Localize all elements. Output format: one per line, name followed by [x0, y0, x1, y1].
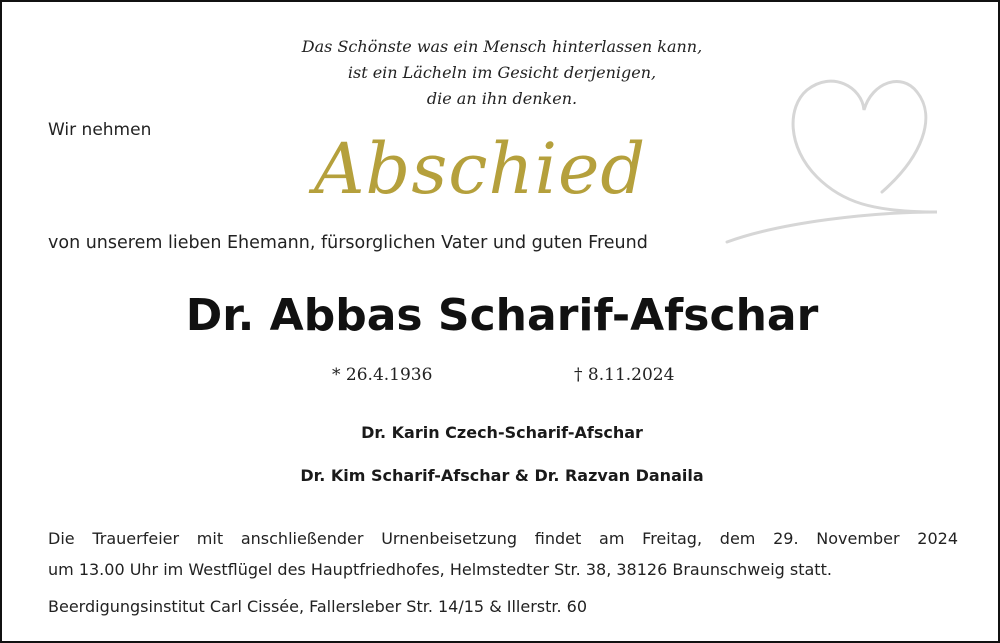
intro-text: Wir nehmen: [48, 120, 152, 140]
quote-line-3: die an ihn denken.: [426, 89, 578, 108]
ceremony-info: [48, 523, 958, 585]
mourner-1: Dr. Karin Czech-Scharif-Afschar: [361, 423, 643, 442]
quote-line-2: ist ein Lächeln im Gesicht derjenigen,: [347, 63, 657, 82]
deceased-name: Dr. Abbas Scharif-Afschar: [185, 290, 819, 341]
heart-icon: [722, 62, 942, 262]
quote-line-1: Das Schönste was ein Mensch hinterlassen kann,: [301, 37, 703, 56]
subline: von unserem lieben Ehemann, fürsorglichen Vater und guten Freund: [48, 233, 648, 253]
mourner-2: Dr. Kim Scharif-Afschar & Dr. Razvan Danaila: [300, 466, 704, 485]
headline: Abschied: [314, 128, 647, 210]
death-date: † 8.11.2024: [574, 365, 675, 385]
ceremony-line-1: Die Trauerfeier mit anschließender Urnenbeisetzung findet am Freitag, dem 29. November 2024: [48, 529, 958, 548]
birth-date: * 26.4.1936: [332, 365, 433, 385]
ceremony-line-2: um 13.00 Uhr im Westflügel des Hauptfriedhofes, Helmstedter Str. 38, 38126 Braunschweig statt.: [48, 560, 832, 579]
funeral-home: Beerdigungsinstitut Carl Cissée, Fallersleber Str. 14/15 & Illerstr. 60: [48, 597, 588, 616]
